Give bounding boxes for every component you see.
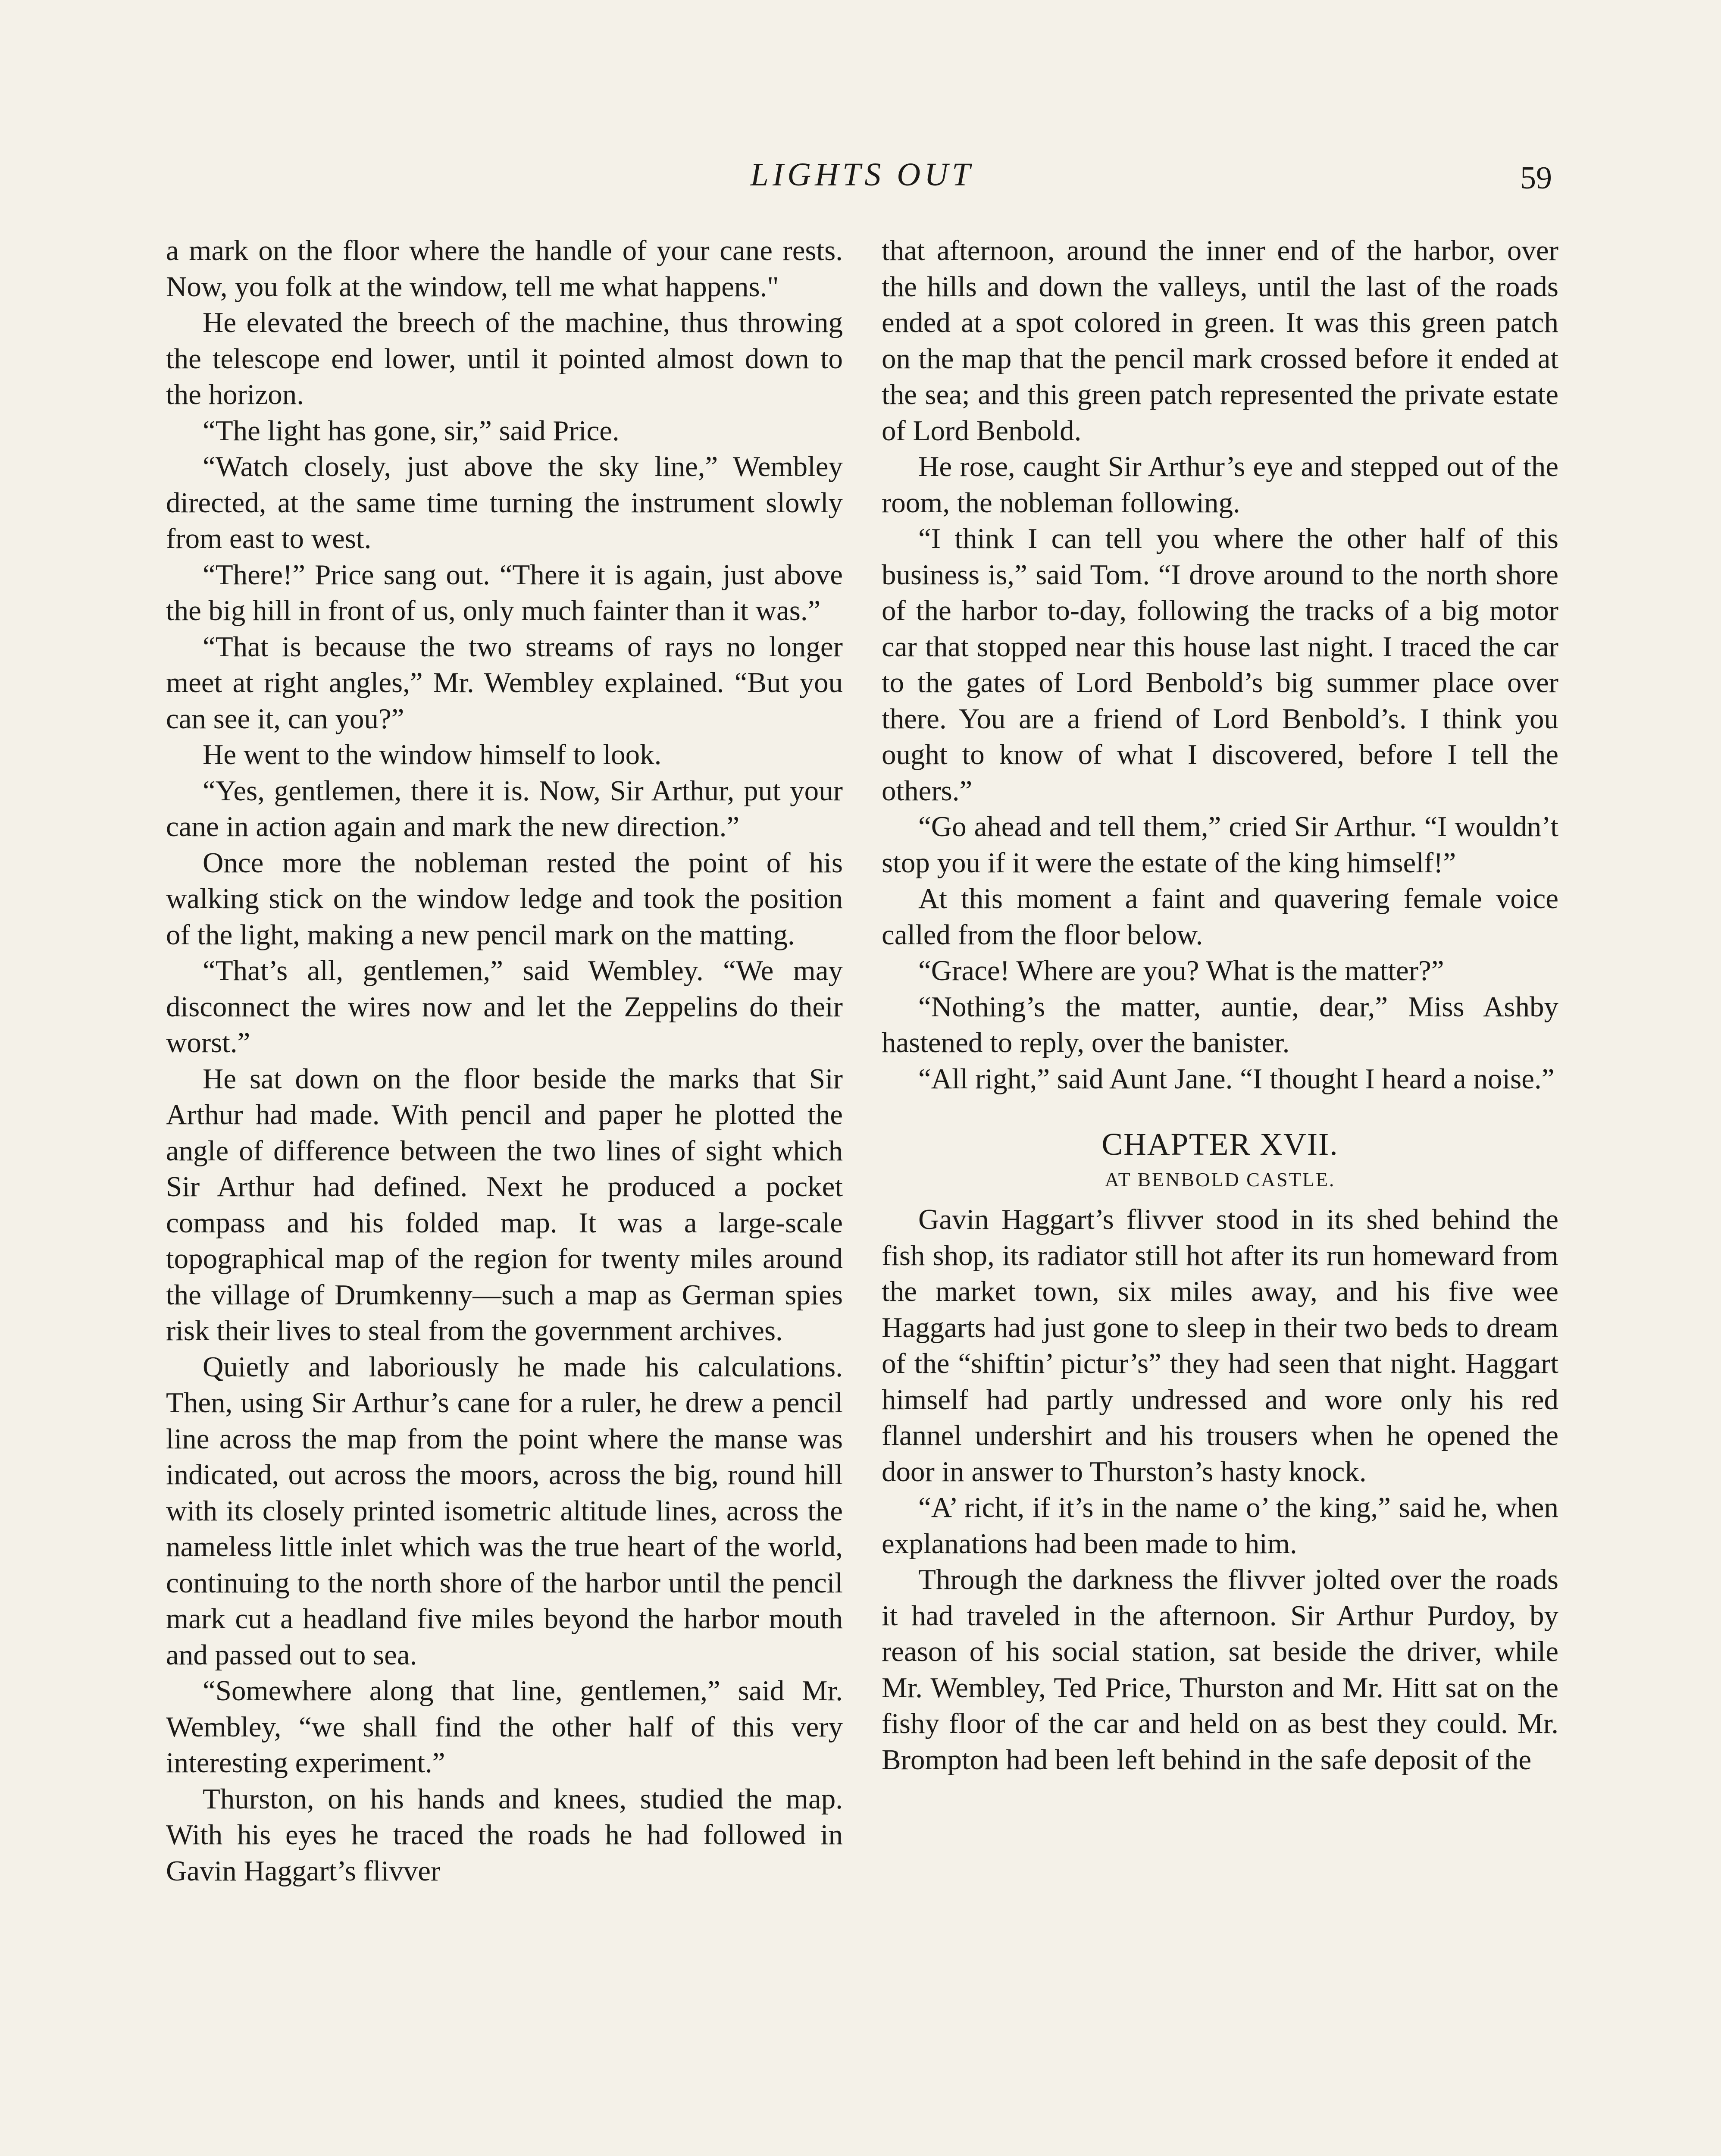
- paragraph: Quietly and laboriously he made his calculations. Then, using Sir Arthur’s cane for a ruler, he drew a pencil line across the map from the point where the manse was indicated, out across the moors, across the big, round hill with its closely printed isometric altitude lines, across the nameless little inlet which was the true heart of the world, continuing to the north shore of the harbor until the pencil mark cut a headland five miles beyond the harbor mouth and passed out to sea.: [166, 1351, 843, 1671]
- paragraph: “All right,” said Aunt Jane. “I thought I heard a noise.”: [918, 1062, 1555, 1095]
- paragraph: “Nothing’s the matter, auntie, dear,” Miss Ashby hastened to reply, over the banister.: [882, 990, 1558, 1059]
- paragraph: He rose, caught Sir Arthur’s eye and stepped out of the room, the nobleman following.: [882, 451, 1558, 519]
- paragraph: Once more the nobleman rested the point of his walking stick on the window ledge and took the position of the light, making a new pencil mark on the matting.: [166, 846, 843, 951]
- running-title: LIGHTS OUT: [750, 157, 974, 193]
- paragraph: Thurston, on his hands and knees, studied the map. With his eyes he traced the roads he had followed in Gavin Haggart’s flivver: [166, 1783, 843, 1887]
- paragraph: “A’ richt, if it’s in the name o’ the king,” said he, when explanations had been made to him.: [882, 1492, 1558, 1560]
- chapter-title: CHAPTER XVII.: [1101, 1127, 1339, 1162]
- paragraph: He sat down on the floor beside the marks that Sir Arthur had made. With pencil and paper he plotted the angle of difference between the two lines of sight which Sir Arthur had defined. Next he produced a pocket compass and his folded map. It was a large-scale topographical map of the region for twenty miles around the village of Drumkenny—such a map as German spies risk their lives to steal from the government archives.: [166, 1062, 843, 1347]
- paragraph: Gavin Haggart’s flivver stood in its shed behind the fish shop, its radiator still hot after its run homeward from the market town, six miles away, and his five wee Haggarts had just gone to sleep in their two beds to dream of the “shiftin’ pictur’s” they had seen that night. Haggart himself had partly undressed and wore only his red flannel undershirt and his trousers when he opened the door in answer to Thurston’s hasty knock.: [882, 1203, 1558, 1488]
- right-column: [882, 233, 1558, 1778]
- left-column: [166, 233, 843, 1889]
- paragraph: “Watch closely, just above the sky line,” Wembley directed, at the same time turning the instrument slowly from east to west.: [166, 451, 843, 555]
- paragraph: “Yes, gentlemen, there it is. Now, Sir Arthur, put your cane in action again and mark the new direction.”: [166, 774, 843, 843]
- paragraph: “The light has gone, sir,” said Price.: [203, 414, 620, 447]
- paragraph: “There!” Price sang out. “There it is again, just above the big hill in front of us, only much fainter than it was.”: [166, 558, 843, 627]
- paragraph: a mark on the floor where the handle of your cane rests. Now, you folk at the window, tell me what happens.": [166, 235, 843, 303]
- page-number: 59: [1520, 160, 1552, 196]
- chapter-subtitle: AT BENBOLD CASTLE.: [1105, 1169, 1336, 1191]
- paragraph: Through the darkness the flivver jolted over the roads it had traveled in the afternoon. Sir Arthur Purdoy, by reason of his social station, sat beside the driver, while Mr. Wembley, Ted Price, Thurston and Mr. Hitt sat on the fishy floor of the car and held on as best they could. Mr. Brompton had been left behind in the safe deposit of the: [882, 1564, 1558, 1776]
- paragraph: “Go ahead and tell them,” cried Sir Arthur. “I wouldn’t stop you if it were the estate of the king himself!”: [882, 811, 1558, 879]
- paragraph: At this moment a faint and quavering female voice called from the floor below.: [882, 883, 1558, 951]
- paragraph: “I think I can tell you where the other half of this business is,” said Tom. “I drove around to the north shore of the harbor to-day, following the tracks of a big motor car that stopped near this house last night. I traced the car to the gates of Lord Benbold’s big summer place over there. You are a friend of Lord Benbold’s. I think you ought to know of what I discovered, before I tell the others.”: [882, 523, 1558, 807]
- paragraph: that afternoon, around the inner end of the harbor, over the hills and down the valleys, until the last of the roads ended at a spot colored in green. It was this green patch on the map that the pencil mark crossed before it ended at the sea; and this green patch represented the private estate of Lord Benbold.: [882, 235, 1558, 447]
- paragraph: He went to the window himself to look.: [203, 739, 662, 771]
- paragraph: “That’s all, gentlemen,” said Wembley. “We may disconnect the wires now and let the Zeppelins do their worst.”: [166, 955, 843, 1059]
- paragraph: He elevated the breech of the machine, thus throwing the telescope end lower, until it pointed almost down to the horizon.: [166, 307, 843, 411]
- paragraph: “Somewhere along that line, gentlemen,” said Mr. Wembley, “we shall find the other half of this very interesting experiment.”: [166, 1675, 843, 1779]
- paragraph: “Grace! Where are you? What is the matter?”: [918, 955, 1444, 987]
- paragraph: “That is because the two streams of rays no longer meet at right angles,” Mr. Wembley explained. “But you can see it, can you?”: [166, 630, 843, 735]
